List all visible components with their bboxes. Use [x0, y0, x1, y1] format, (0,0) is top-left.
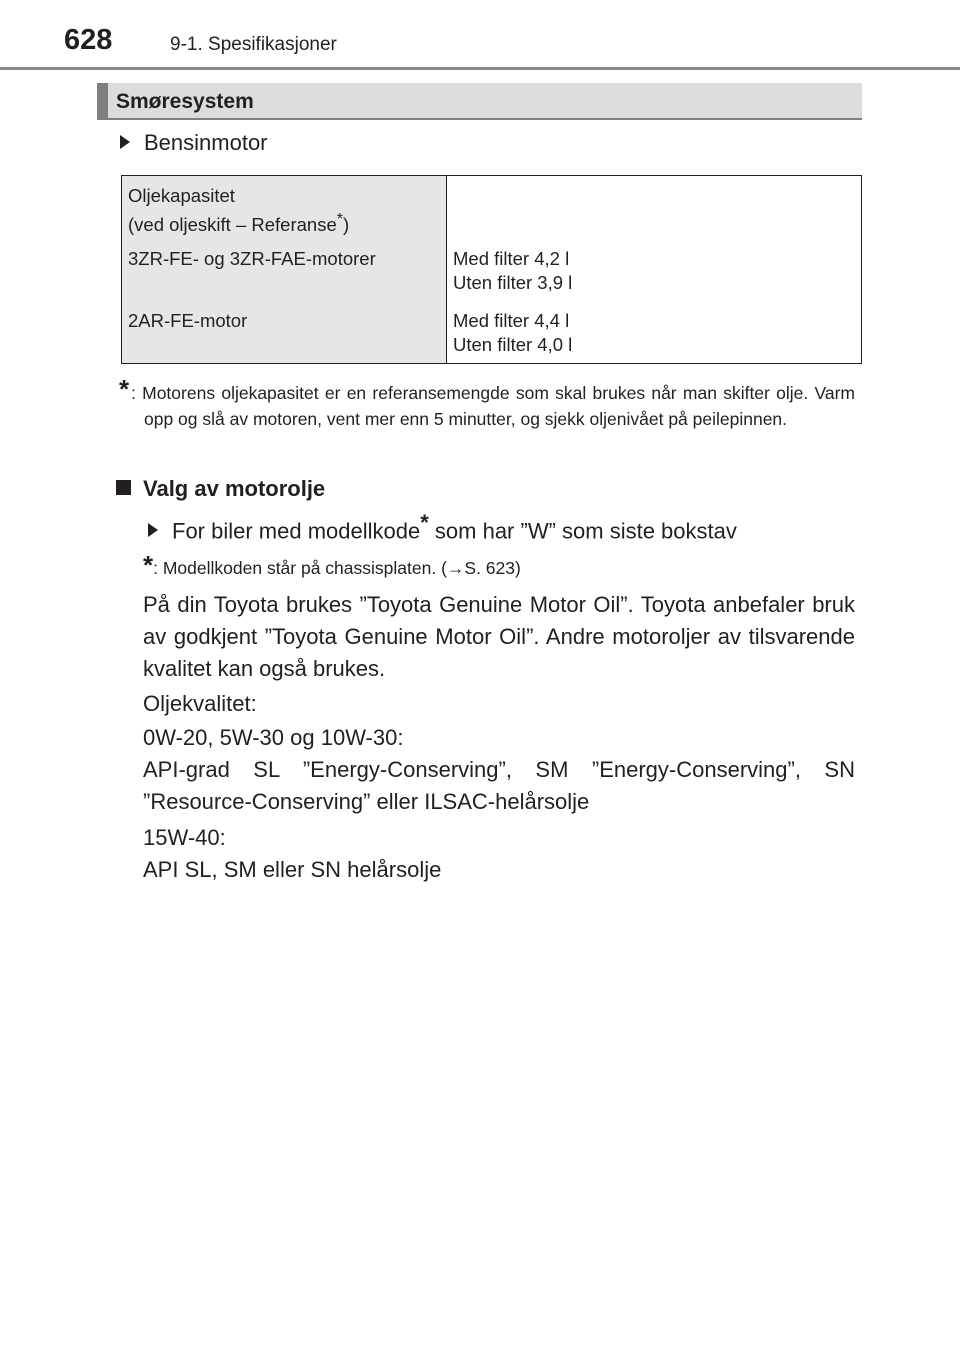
- chapter-title: 9-1. Spesifikasjoner: [170, 34, 337, 55]
- table-header-empty-cell: [447, 176, 862, 244]
- table-header-row: [122, 176, 862, 244]
- grade-group-2-title: 15W-40:: [143, 825, 226, 850]
- section-title: Smøresystem: [116, 90, 254, 113]
- grade-group-1-line1: API-grad SL ”Energy-Conserving”, SM ”Energy-Conserving”, SN: [143, 757, 855, 782]
- model-code-bullet: [148, 510, 737, 544]
- engine-type-bullet: [120, 130, 268, 156]
- table-row: [122, 305, 862, 364]
- genuine-oil-paragraph: På din Toyota brukes ”Toyota Genuine Motor Oil”. Toyota anbefaler bruk av godkjent ”Toyota Genuine Motor Oil”. Andre motoroljer av tilsvarende kvalitet kan også brukes.: [143, 592, 855, 681]
- footnote-star: *: [143, 550, 154, 580]
- grade-group-1-line2: ”Resource-Conserving” eller ILSAC-helårsolje: [143, 789, 590, 814]
- table-row: [122, 243, 862, 305]
- with-filter-value: Med filter 4,2 l: [453, 248, 570, 270]
- footnote-star: *: [336, 211, 343, 228]
- oil-selection-heading-text: Valg av motorolje: [143, 476, 326, 501]
- capacity-cell: [447, 305, 862, 364]
- table-header-text: (ved oljeskift – Referanse: [128, 214, 337, 236]
- page-reference-link[interactable]: S. 623): [464, 558, 521, 578]
- model-code-bullet-text: For biler med modellkode: [172, 518, 421, 544]
- table-header-line1: Oljekapasitet: [128, 185, 235, 206]
- grade-group-2-text: API SL, SM eller SN helårsolje: [143, 857, 442, 882]
- model-code-bullet-rest: som har ”W” som siste bokstav: [428, 518, 737, 544]
- grade-group-2: [143, 822, 855, 886]
- square-bullet-icon: [116, 480, 131, 495]
- triangle-bullet-icon: [120, 135, 130, 149]
- without-filter-value: Uten filter 4,0 l: [453, 334, 573, 356]
- model-code-footnote-text: : Modellkoden står på chassisplaten. (: [153, 558, 447, 578]
- page-number: 628: [64, 24, 113, 56]
- with-filter-value: Med filter 4,4 l: [453, 310, 570, 332]
- engine-cell: 2AR-FE-motor: [122, 305, 447, 364]
- oil-selection-heading: [116, 476, 325, 502]
- model-code-footnote: [143, 550, 521, 581]
- footnote-star: *: [420, 510, 429, 535]
- table-header-cell: [122, 176, 447, 244]
- footnote-star: *: [119, 374, 130, 404]
- capacity-footnote-text: : Motorens oljekapasitet er en referansemengde som skal brukes når man skifter olje. Varm opp og slå av motoren, vent mer enn 5 minutter, og sjekk oljenivået på peilepinnen.: [131, 383, 855, 429]
- capacity-footnote: [119, 374, 855, 432]
- table-header-close: ): [342, 214, 350, 236]
- header-divider: [0, 67, 960, 70]
- grade-group-1-title: 0W-20, 5W-30 og 10W-30:: [143, 725, 404, 750]
- capacity-cell: [447, 243, 862, 305]
- section-header: [97, 83, 862, 120]
- grade-group-1: [143, 722, 855, 818]
- arrow-icon: →: [446, 558, 465, 578]
- table-header-line2: [128, 208, 440, 237]
- engine-type-label: Bensinmotor: [144, 130, 268, 155]
- triangle-bullet-icon: [148, 523, 158, 537]
- engine-cell: 3ZR-FE- og 3ZR-FAE-motorer: [122, 243, 447, 305]
- oil-quality-label: Oljekvalitet:: [143, 691, 257, 716]
- oil-capacity-table: [121, 175, 862, 364]
- without-filter-value: Uten filter 3,9 l: [453, 272, 573, 294]
